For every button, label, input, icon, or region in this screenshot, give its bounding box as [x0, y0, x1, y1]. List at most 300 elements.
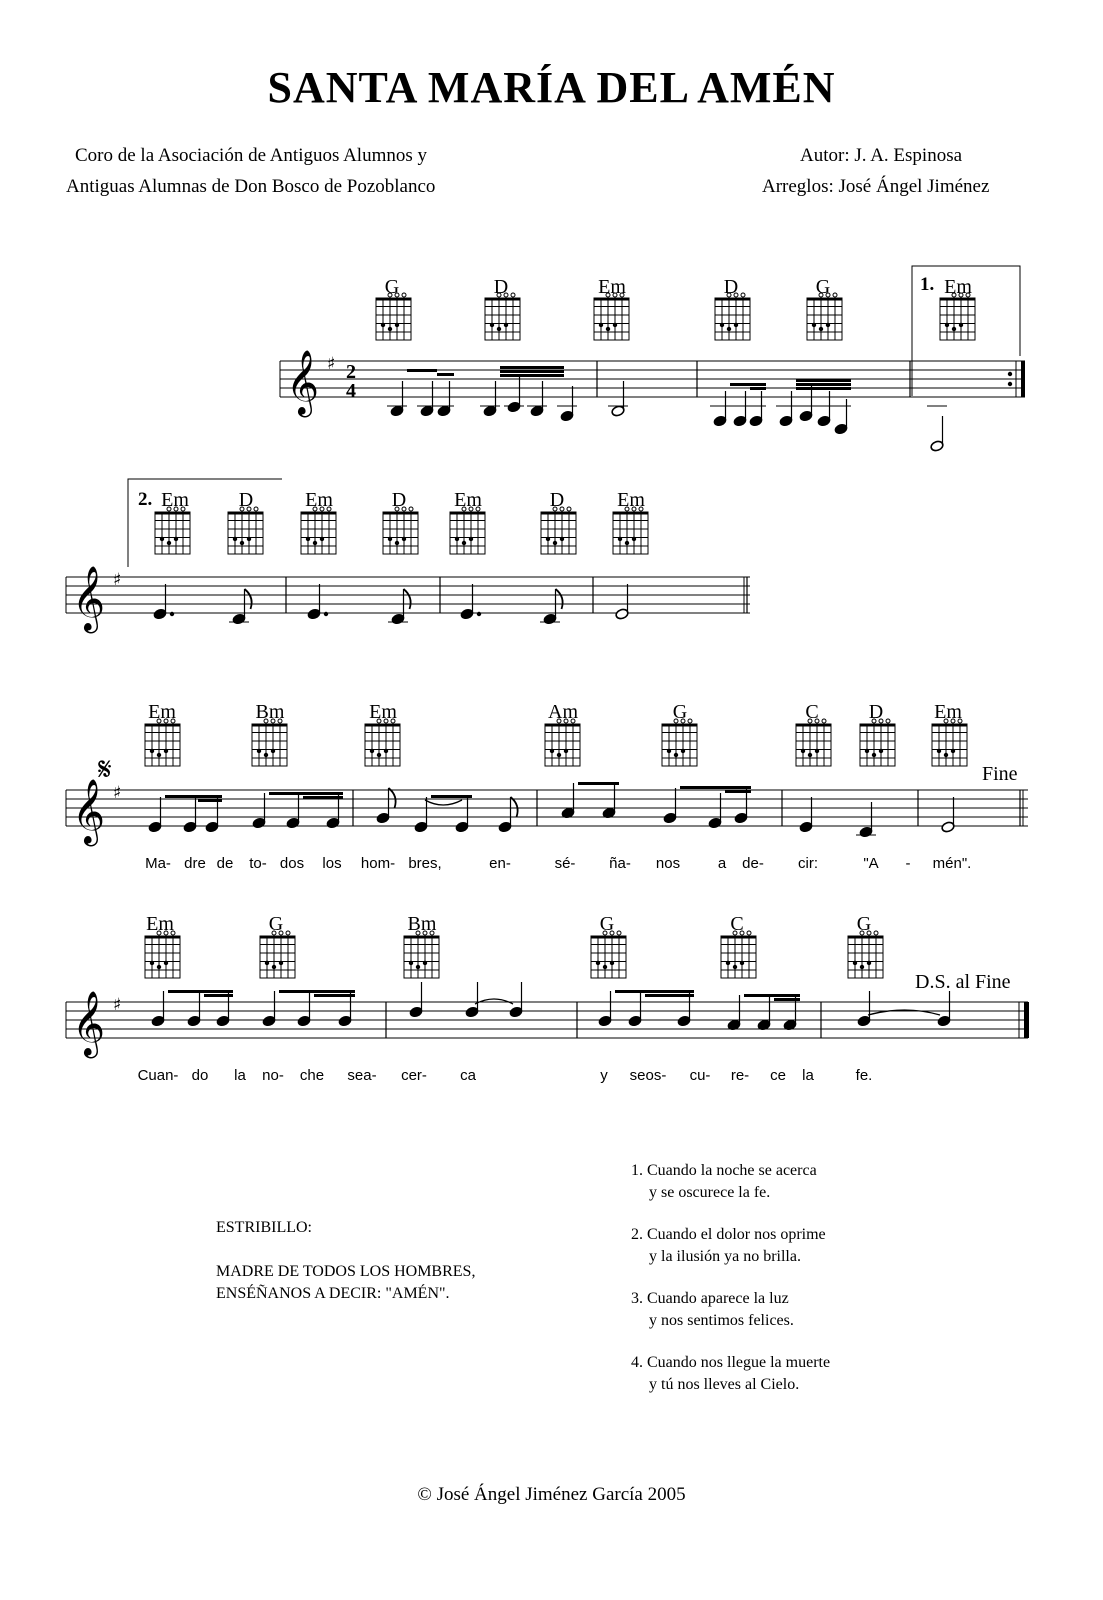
open-string-mark [395, 293, 399, 297]
chord-name: G [599, 913, 615, 935]
finger-dot [801, 749, 805, 753]
volta-bracket [912, 266, 1020, 396]
open-string-mark [688, 719, 692, 723]
open-string-mark [826, 293, 830, 297]
chord-diagram [260, 936, 295, 978]
finger-dot [240, 541, 244, 545]
open-string-mark [279, 931, 283, 935]
key-signature-sharp: ♯ [113, 783, 122, 803]
finger-dot [257, 749, 261, 753]
treble-clef-icon: 𝄞 [72, 566, 106, 631]
beam [500, 366, 564, 369]
finger-dot [815, 749, 819, 753]
note-flag [404, 589, 411, 609]
finger-dot [546, 537, 550, 541]
open-string-mark [617, 931, 621, 935]
chord-name: Em [148, 701, 176, 723]
chord-name: Em [305, 489, 333, 511]
augmentation-dot [324, 612, 328, 616]
open-string-mark [286, 931, 290, 935]
finger-dot [388, 327, 392, 331]
lyric-syllable: cer- [401, 1067, 427, 1084]
verse-line: Cuando la noche se acerca [647, 1162, 817, 1179]
note-flag [556, 589, 563, 609]
choir-line-1: Coro de la Asociación de Antiguos Alumnos y [75, 145, 428, 166]
open-string-mark [747, 931, 751, 935]
chord-diagram [383, 512, 418, 554]
finger-dot [423, 961, 427, 965]
chord-name: C [805, 701, 819, 723]
chord-diagram [807, 298, 842, 340]
open-string-mark [966, 293, 970, 297]
verse-line: Cuando nos llegue la muerte [647, 1354, 831, 1371]
lyric-syllable: ña- [609, 855, 631, 872]
finger-dot [727, 327, 731, 331]
chord-name: D [549, 489, 565, 511]
lyric-syllable: Ma- [145, 855, 171, 872]
chord-diagram [376, 298, 411, 340]
lyric-syllable: ca [460, 1067, 476, 1084]
chord-diagram [301, 512, 336, 554]
final-barline [1024, 1002, 1029, 1038]
open-string-mark [822, 719, 826, 723]
verse-line: y nos sentimos felices. [649, 1312, 794, 1329]
finger-dot [167, 541, 171, 545]
finger-dot [944, 753, 948, 757]
finger-dot [455, 537, 459, 541]
chord-diagram [848, 936, 883, 978]
lyric-syllable: de- [742, 855, 764, 872]
finger-dot [557, 753, 561, 757]
chord-diagram [485, 298, 520, 340]
lyric-syllable: los [322, 855, 342, 872]
finger-dot [150, 749, 154, 753]
open-string-mark [553, 507, 557, 511]
lyric-syllable: cir: [798, 855, 818, 872]
repeat-dot [1008, 382, 1012, 386]
lyric-syllable: dos [279, 855, 305, 872]
estribillo-line: ENSÉÑANOS A DECIR: "AMÉN". [216, 1285, 450, 1302]
open-string-mark [391, 719, 395, 723]
finger-dot [313, 541, 317, 545]
open-string-mark [610, 931, 614, 935]
finger-dot [564, 749, 568, 753]
lyric-syllable: no- [262, 1067, 284, 1084]
open-string-mark [727, 293, 731, 297]
finger-dot [613, 323, 617, 327]
lyric-syllable: de [216, 855, 234, 872]
open-string-mark [402, 293, 406, 297]
finger-dot [952, 327, 956, 331]
open-string-mark [497, 293, 501, 297]
lyric-syllable: mén". [932, 855, 972, 872]
verse-number: 4. [631, 1354, 643, 1371]
lyric-syllable: "A [863, 855, 879, 872]
chord-diagram [594, 298, 629, 340]
chord-diagram [796, 724, 831, 766]
note-flag [389, 788, 396, 808]
open-string-mark [384, 719, 388, 723]
beam [796, 387, 851, 390]
beam [437, 373, 454, 376]
beam [578, 782, 619, 785]
chord-diagram [662, 724, 697, 766]
finger-dot [550, 749, 554, 753]
finger-dot [462, 541, 466, 545]
open-string-mark [733, 931, 737, 935]
open-string-mark [320, 507, 324, 511]
chord-diagram [155, 512, 190, 554]
verse-line: y la ilusión ya no brilla. [649, 1248, 801, 1265]
open-string-mark [874, 931, 878, 935]
treble-clef-icon: 𝄞 [72, 991, 106, 1056]
finger-dot [618, 537, 622, 541]
finger-dot [174, 537, 178, 541]
finger-dot [469, 537, 473, 541]
beam [796, 379, 851, 382]
open-string-mark [606, 293, 610, 297]
finger-dot [681, 749, 685, 753]
chord-name: D [868, 701, 884, 723]
lyric-syllable: en- [489, 855, 511, 872]
finger-dot [819, 327, 823, 331]
finger-dot [157, 753, 161, 757]
open-string-mark [462, 507, 466, 511]
lyric-syllable: ce [770, 1067, 786, 1084]
chord-name: Em [146, 913, 174, 935]
finger-dot [733, 965, 737, 969]
finger-dot [625, 541, 629, 545]
finger-dot [271, 749, 275, 753]
finger-dot [632, 537, 636, 541]
open-string-mark [157, 719, 161, 723]
open-string-mark [377, 719, 381, 723]
open-string-mark [808, 719, 812, 723]
finger-dot [945, 323, 949, 327]
open-string-mark [860, 931, 864, 935]
beam [796, 383, 851, 386]
chord-diagram [591, 936, 626, 978]
open-string-mark [681, 719, 685, 723]
open-string-mark [567, 507, 571, 511]
treble-clef-icon: 𝄞 [286, 350, 320, 415]
finger-dot [606, 327, 610, 331]
open-string-mark [476, 507, 480, 511]
finger-dot [409, 961, 413, 965]
finger-dot [264, 753, 268, 757]
chord-name: C [730, 913, 744, 935]
beam [198, 799, 222, 802]
chord-name: Em [598, 276, 626, 298]
tie [425, 800, 462, 805]
song-title: SANTA MARÍA DEL AMÉN [267, 63, 836, 112]
chord-diagram [940, 298, 975, 340]
open-string-mark [734, 293, 738, 297]
beam [645, 994, 694, 997]
chord-name: Am [548, 701, 578, 723]
beam [750, 387, 766, 390]
finger-dot [497, 327, 501, 331]
finger-dot [667, 749, 671, 753]
chord-diagram [613, 512, 648, 554]
verse [631, 1160, 830, 1224]
beam [730, 383, 766, 386]
lyric-syllable: sé- [554, 855, 576, 872]
lyric-syllable: bres, [408, 855, 442, 872]
augmentation-dot [170, 612, 174, 616]
open-string-mark [625, 507, 629, 511]
open-string-mark [171, 931, 175, 935]
time-signature-bottom: 4 [346, 380, 356, 402]
open-string-mark [247, 507, 251, 511]
open-string-mark [741, 293, 745, 297]
arranger-line: Arreglos: José Ángel Jiménez [762, 176, 990, 197]
beam [314, 994, 355, 997]
open-string-mark [951, 719, 955, 723]
chord-name: G [384, 276, 400, 298]
treble-clef-icon: 𝄞 [72, 779, 106, 844]
chord-diagram [545, 724, 580, 766]
finger-dot [377, 753, 381, 757]
finger-dot [959, 323, 963, 327]
final-barline [1021, 361, 1025, 397]
finger-dot [603, 965, 607, 969]
chord-name: D [723, 276, 739, 298]
finger-dot [416, 965, 420, 969]
open-string-mark [886, 719, 890, 723]
copyright: © José Ángel Jiménez García 2005 [417, 1484, 686, 1505]
choir-line-2: Antiguas Alumnas de Don Bosco de Pozoblanco [66, 176, 436, 197]
lyric-syllable: dre [184, 855, 206, 872]
chord-diagram [932, 724, 967, 766]
verse-line: y se oscurece la fe. [649, 1184, 771, 1201]
chord-name: Em [617, 489, 645, 511]
estribillo-block [216, 1217, 475, 1305]
beam [774, 998, 800, 1001]
open-string-mark [959, 293, 963, 297]
verse-number: 3. [631, 1290, 643, 1307]
beam [168, 990, 233, 993]
beam [204, 994, 233, 997]
open-string-mark [164, 931, 168, 935]
estribillo-heading: ESTRIBILLO: [216, 1219, 312, 1236]
key-signature-sharp: ♯ [113, 570, 122, 590]
finger-dot [504, 323, 508, 327]
lyric-syllable: la [234, 1067, 246, 1084]
author-line: Autor: J. A. Espinosa [800, 145, 963, 166]
chord-diagram [860, 724, 895, 766]
open-string-mark [944, 719, 948, 723]
open-string-mark [872, 719, 876, 723]
lyric-syllable: cu- [689, 1067, 711, 1084]
open-string-mark [254, 507, 258, 511]
open-string-mark [271, 719, 275, 723]
note-flag [245, 589, 252, 609]
chord-diagram [450, 512, 485, 554]
beam [680, 786, 751, 789]
finger-dot [384, 749, 388, 753]
open-string-mark [620, 293, 624, 297]
chord-diagram [715, 298, 750, 340]
verse-number: 1. [631, 1162, 643, 1179]
chord-name: D [238, 489, 254, 511]
beam [615, 990, 694, 993]
lyric-syllable: re- [730, 1067, 750, 1084]
verse-line: y tú nos lleves al Cielo. [649, 1376, 800, 1393]
finger-dot [157, 965, 161, 969]
chord-name: Bm [255, 701, 285, 723]
open-string-mark [632, 507, 636, 511]
fine-mark: Fine [982, 763, 1018, 785]
beam [725, 790, 751, 793]
finger-dot [726, 961, 730, 965]
open-string-mark [560, 507, 564, 511]
finger-dot [164, 961, 168, 965]
open-string-mark [430, 931, 434, 935]
estribillo-line: MADRE DE TODOS LOS HOMBRES, [216, 1263, 476, 1280]
lyric-syllable: nos [655, 855, 681, 872]
key-signature-sharp: ♯ [113, 995, 122, 1015]
open-string-mark [564, 719, 568, 723]
chord-name: G [672, 701, 688, 723]
open-string-mark [388, 293, 392, 297]
lyric-syllable: to- [249, 855, 267, 872]
open-string-mark [174, 507, 178, 511]
finger-dot [233, 537, 237, 541]
open-string-mark [171, 719, 175, 723]
repeat-dot [1008, 372, 1012, 376]
finger-dot [306, 537, 310, 541]
ds-al-fine-mark: D.S. al Fine [915, 971, 1011, 993]
open-string-mark [327, 507, 331, 511]
verse [631, 1288, 830, 1352]
open-string-mark [167, 507, 171, 511]
open-string-mark [164, 719, 168, 723]
chord-name: Em [454, 489, 482, 511]
lyric-syllable: Cuan- [137, 1067, 179, 1084]
lyric-syllable: hom- [360, 855, 396, 872]
chord-diagram [541, 512, 576, 554]
open-string-mark [264, 719, 268, 723]
verse [631, 1224, 830, 1288]
open-string-mark [409, 507, 413, 511]
beam [744, 994, 800, 997]
chord-diagram [721, 936, 756, 978]
lyric-syllable: che [299, 1067, 325, 1084]
chord-diagram [252, 724, 287, 766]
beam [269, 792, 343, 795]
open-string-mark [416, 931, 420, 935]
finger-dot [879, 749, 883, 753]
finger-dot [490, 323, 494, 327]
lyric-syllable: do [191, 1067, 209, 1084]
open-string-mark [603, 931, 607, 935]
finger-dot [272, 965, 276, 969]
finger-dot [370, 749, 374, 753]
finger-dot [402, 537, 406, 541]
finger-dot [388, 537, 392, 541]
open-string-mark [469, 507, 473, 511]
open-string-mark [557, 719, 561, 723]
lyric-syllable: sea- [347, 1067, 377, 1084]
finger-dot [320, 537, 324, 541]
finger-dot [164, 749, 168, 753]
beam [500, 370, 564, 373]
chord-diagram [145, 724, 180, 766]
chord-name: G [268, 913, 284, 935]
chord-name: Em [934, 701, 962, 723]
finger-dot [826, 323, 830, 327]
open-string-mark [958, 719, 962, 723]
finger-dot [599, 323, 603, 327]
open-string-mark [674, 719, 678, 723]
finger-dot [808, 753, 812, 757]
finger-dot [560, 537, 564, 541]
beam [431, 795, 472, 798]
segno-icon: 𝄋 [98, 750, 112, 788]
open-string-mark [181, 507, 185, 511]
lyric-syllable: fe. [855, 1067, 873, 1084]
finger-dot [867, 961, 871, 965]
chord-name: D [391, 489, 407, 511]
lyric-syllable: - [905, 855, 911, 872]
open-string-mark [639, 507, 643, 511]
chord-name: G [815, 276, 831, 298]
finger-dot [279, 961, 283, 965]
open-string-mark [423, 931, 427, 935]
time-signature-top: 2 [346, 361, 356, 383]
verse [631, 1352, 830, 1416]
verses-list [631, 1160, 830, 1416]
open-string-mark [819, 293, 823, 297]
chord-name: Em [369, 701, 397, 723]
verse-line: Cuando el dolor nos oprime [647, 1226, 826, 1243]
beam [303, 796, 343, 799]
open-string-mark [571, 719, 575, 723]
volta-label: 1. [920, 274, 935, 295]
finger-dot [674, 753, 678, 757]
open-string-mark [740, 931, 744, 935]
chord-name: G [856, 913, 872, 935]
finger-dot [150, 961, 154, 965]
open-string-mark [867, 931, 871, 935]
finger-dot [395, 323, 399, 327]
open-string-mark [313, 507, 317, 511]
finger-dot [812, 323, 816, 327]
augmentation-dot [477, 612, 481, 616]
chord-diagram [404, 936, 439, 978]
finger-dot [853, 961, 857, 965]
finger-dot [610, 961, 614, 965]
verse-line: Cuando aparece la luz [647, 1290, 789, 1307]
open-string-mark [613, 293, 617, 297]
lyric-syllable: y [600, 1067, 608, 1084]
chord-diagram [228, 512, 263, 554]
open-string-mark [395, 507, 399, 511]
open-string-mark [157, 931, 161, 935]
open-string-mark [402, 507, 406, 511]
finger-dot [740, 961, 744, 965]
chord-name: Em [944, 276, 972, 298]
open-string-mark [879, 719, 883, 723]
open-string-mark [815, 719, 819, 723]
beam [407, 369, 437, 372]
finger-dot [381, 323, 385, 327]
open-string-mark [504, 293, 508, 297]
chord-name: D [493, 276, 509, 298]
finger-dot [734, 323, 738, 327]
finger-dot [872, 753, 876, 757]
